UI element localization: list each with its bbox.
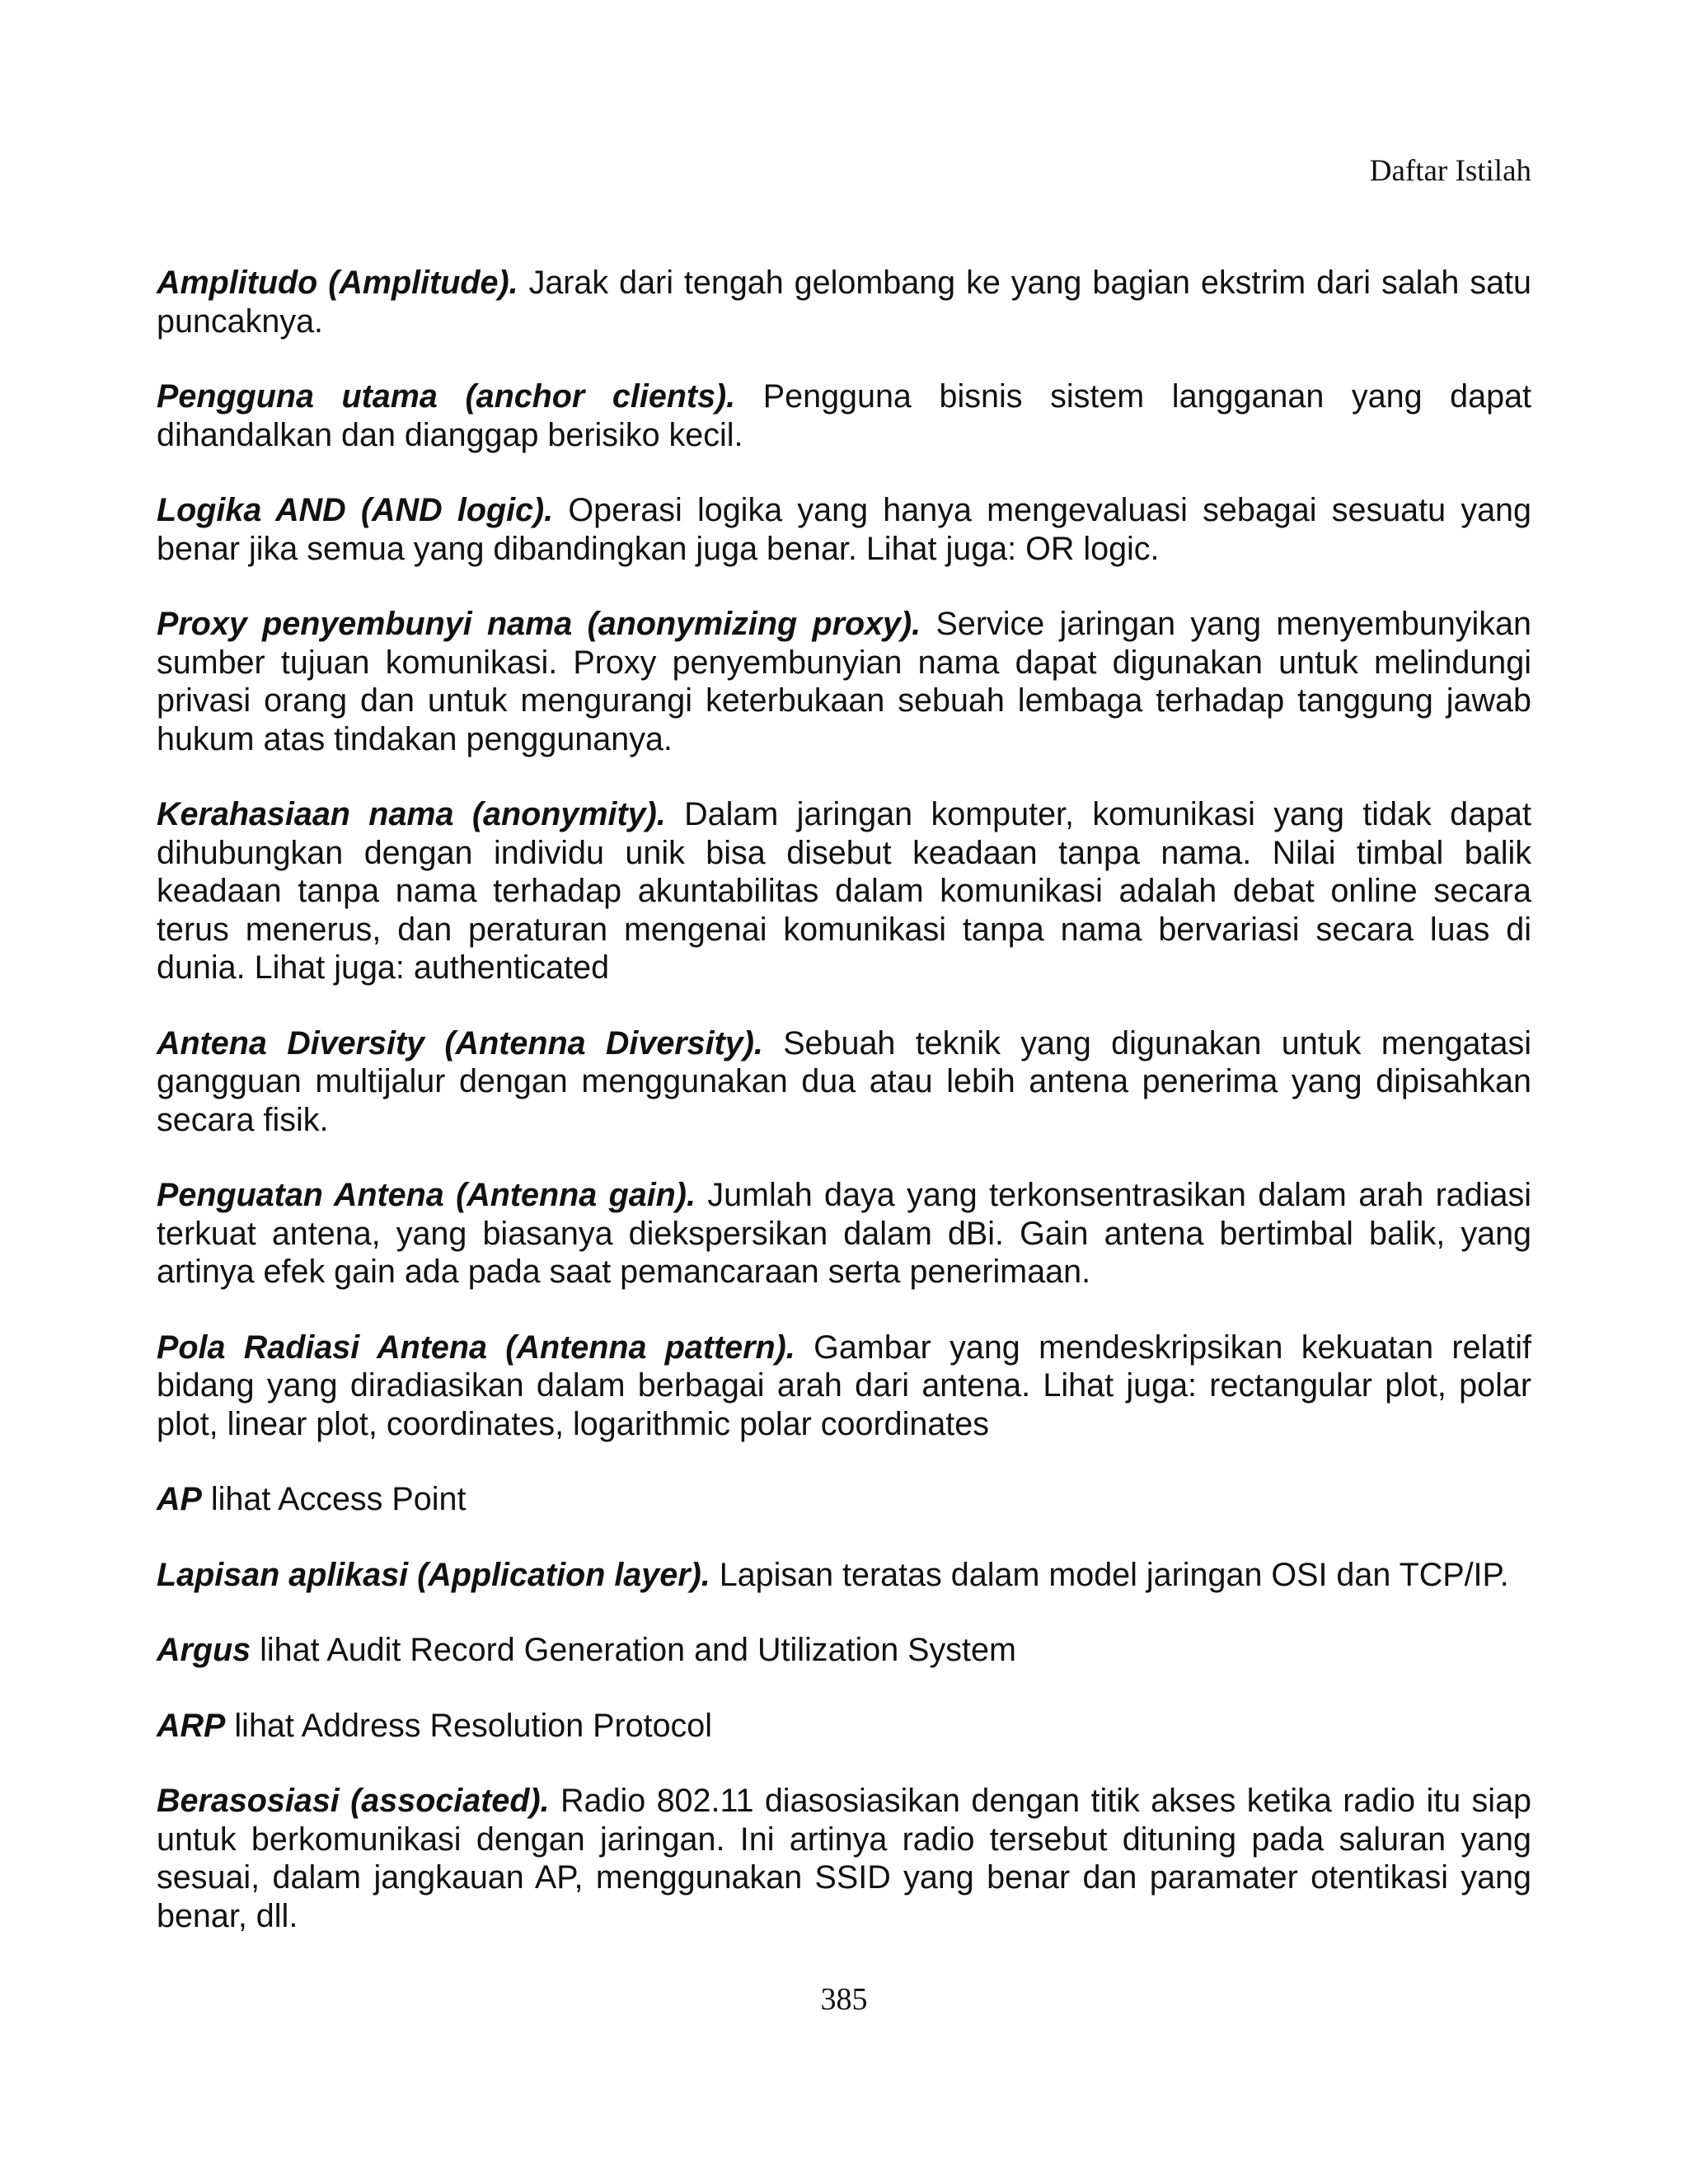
glossary-entry-application-layer [157,1556,1531,1595]
glossary-definition: Pengguna bisnis sistem langganan yang dapat dihandalkan dan dianggap berisiko kecil. [157,378,1532,453]
glossary-definition: Service jaringan yang menyembunyikan sumber tujuan komunikasi. Proxy penyembunyian nama dapat digunakan untuk melindungi privasi orang dan untuk mengurangi keterbukaan sebuah lembaga terhadap tanggung jawab hukum atas tindakan penggunanya. [157,606,1531,757]
glossary-definition: lihat Audit Record Generation and Utilization System [260,1632,1016,1668]
glossary-definition: Lapisan teratas dalam model jaringan OSI dan TCP/IP. [719,1556,1509,1593]
glossary-entry-and-logic [157,491,1531,568]
glossary-term: AP [157,1481,202,1517]
glossary-term: Argus [157,1632,251,1668]
glossary-definition: Jarak dari tengah gelombang ke yang bagian ekstrim dari salah satu puncaknya. [157,265,1531,340]
glossary-definition: Gambar yang mendeskripsikan kekuatan relatif bidang yang diradiasikan dalam berbagai arah dari antena. Lihat juga: rectangular plot, polar plot, linear plot, coordinates, logarithmic polar coordinates [157,1329,1531,1442]
glossary-entry-anchor-clients [157,377,1531,454]
glossary-entry-ap [157,1480,1531,1519]
page-number: 385 [820,1982,868,2017]
glossary-entry-antenna-gain [157,1176,1531,1291]
glossary-term: Pengguna utama (anchor clients). [157,378,736,415]
glossary-term: Penguatan Antena (Antenna gain). [157,1177,696,1213]
glossary-entry-antenna-diversity [157,1024,1531,1140]
glossary-entry-associated [157,1782,1531,1935]
glossary-term: Amplitudo (Amplitude). [157,265,518,301]
glossary-entry-argus [157,1631,1531,1670]
glossary-definition: Dalam jaringan komputer, komunikasi yang tidak dapat dihubungkan dengan individu unik bisa disebut keadaan tanpa nama. Nilai timbal balik keadaan tanpa nama terhadap akuntabilitas dalam komunikasi adalah debat online secara terus menerus, dan peraturan mengenai komunikasi tanpa nama bervariasi secara luas di dunia. Lihat juga: authenticated [157,796,1531,986]
glossary-definition: Jumlah daya yang terkonsentrasikan dalam arah radiasi terkuat antena, yang biasanya diekspersikan dalam dBi. Gain antena bertimbal balik, yang artinya efek gain ada pada saat pemancaraan serta penerimaan. [157,1177,1532,1290]
glossary-entry-anonymity [157,795,1531,987]
glossary-term: Proxy penyembunyi nama (anonymizing proxy). [157,606,921,642]
glossary-term: Kerahasiaan nama (anonymity). [157,796,666,832]
glossary-entry-antenna-pattern [157,1329,1531,1444]
glossary-entry-amplitude [157,264,1531,340]
glossary-entry-anonymizing-proxy [157,605,1531,758]
glossary-definition: Radio 802.11 diasosiasikan dengan titik akses ketika radio itu siap untuk berkomunikasi dengan jaringan. Ini artinya radio tersebut dituning pada saluran yang sesuai, dalam jangkauan AP, menggunakan SSID yang benar dan paramater otentikasi yang benar, dll. [157,1783,1532,1934]
glossary-term: Antena Diversity (Antenna Diversity). [157,1024,763,1062]
glossary-term: Lapisan aplikasi (Application layer). [157,1556,710,1593]
glossary-definition: lihat Access Point [210,1481,467,1517]
glossary-term: Logika AND (AND logic). [157,492,554,528]
running-header: Daftar Istilah [1369,154,1531,188]
glossary-definition: lihat Address Resolution Protocol [234,1707,713,1744]
glossary-term: Pola Radiasi Antena (Antenna pattern). [157,1329,795,1366]
glossary-term: ARP [157,1707,226,1744]
glossary-definition: Operasi logika yang hanya mengevaluasi sebagai sesuatu yang benar jika semua yang dibandingkan juga benar. Lihat juga: OR logic. [157,492,1531,567]
glossary-term: Berasosiasi (associated). [157,1783,550,1819]
glossary-body [157,264,1531,1972]
glossary-definition: Sebuah teknik yang digunakan untuk mengatasi gangguan multijalur dengan menggunakan dua atau lebih antena penerima yang dipisahkan secara fisik. [157,1024,1531,1138]
glossary-entry-arp [157,1707,1531,1746]
